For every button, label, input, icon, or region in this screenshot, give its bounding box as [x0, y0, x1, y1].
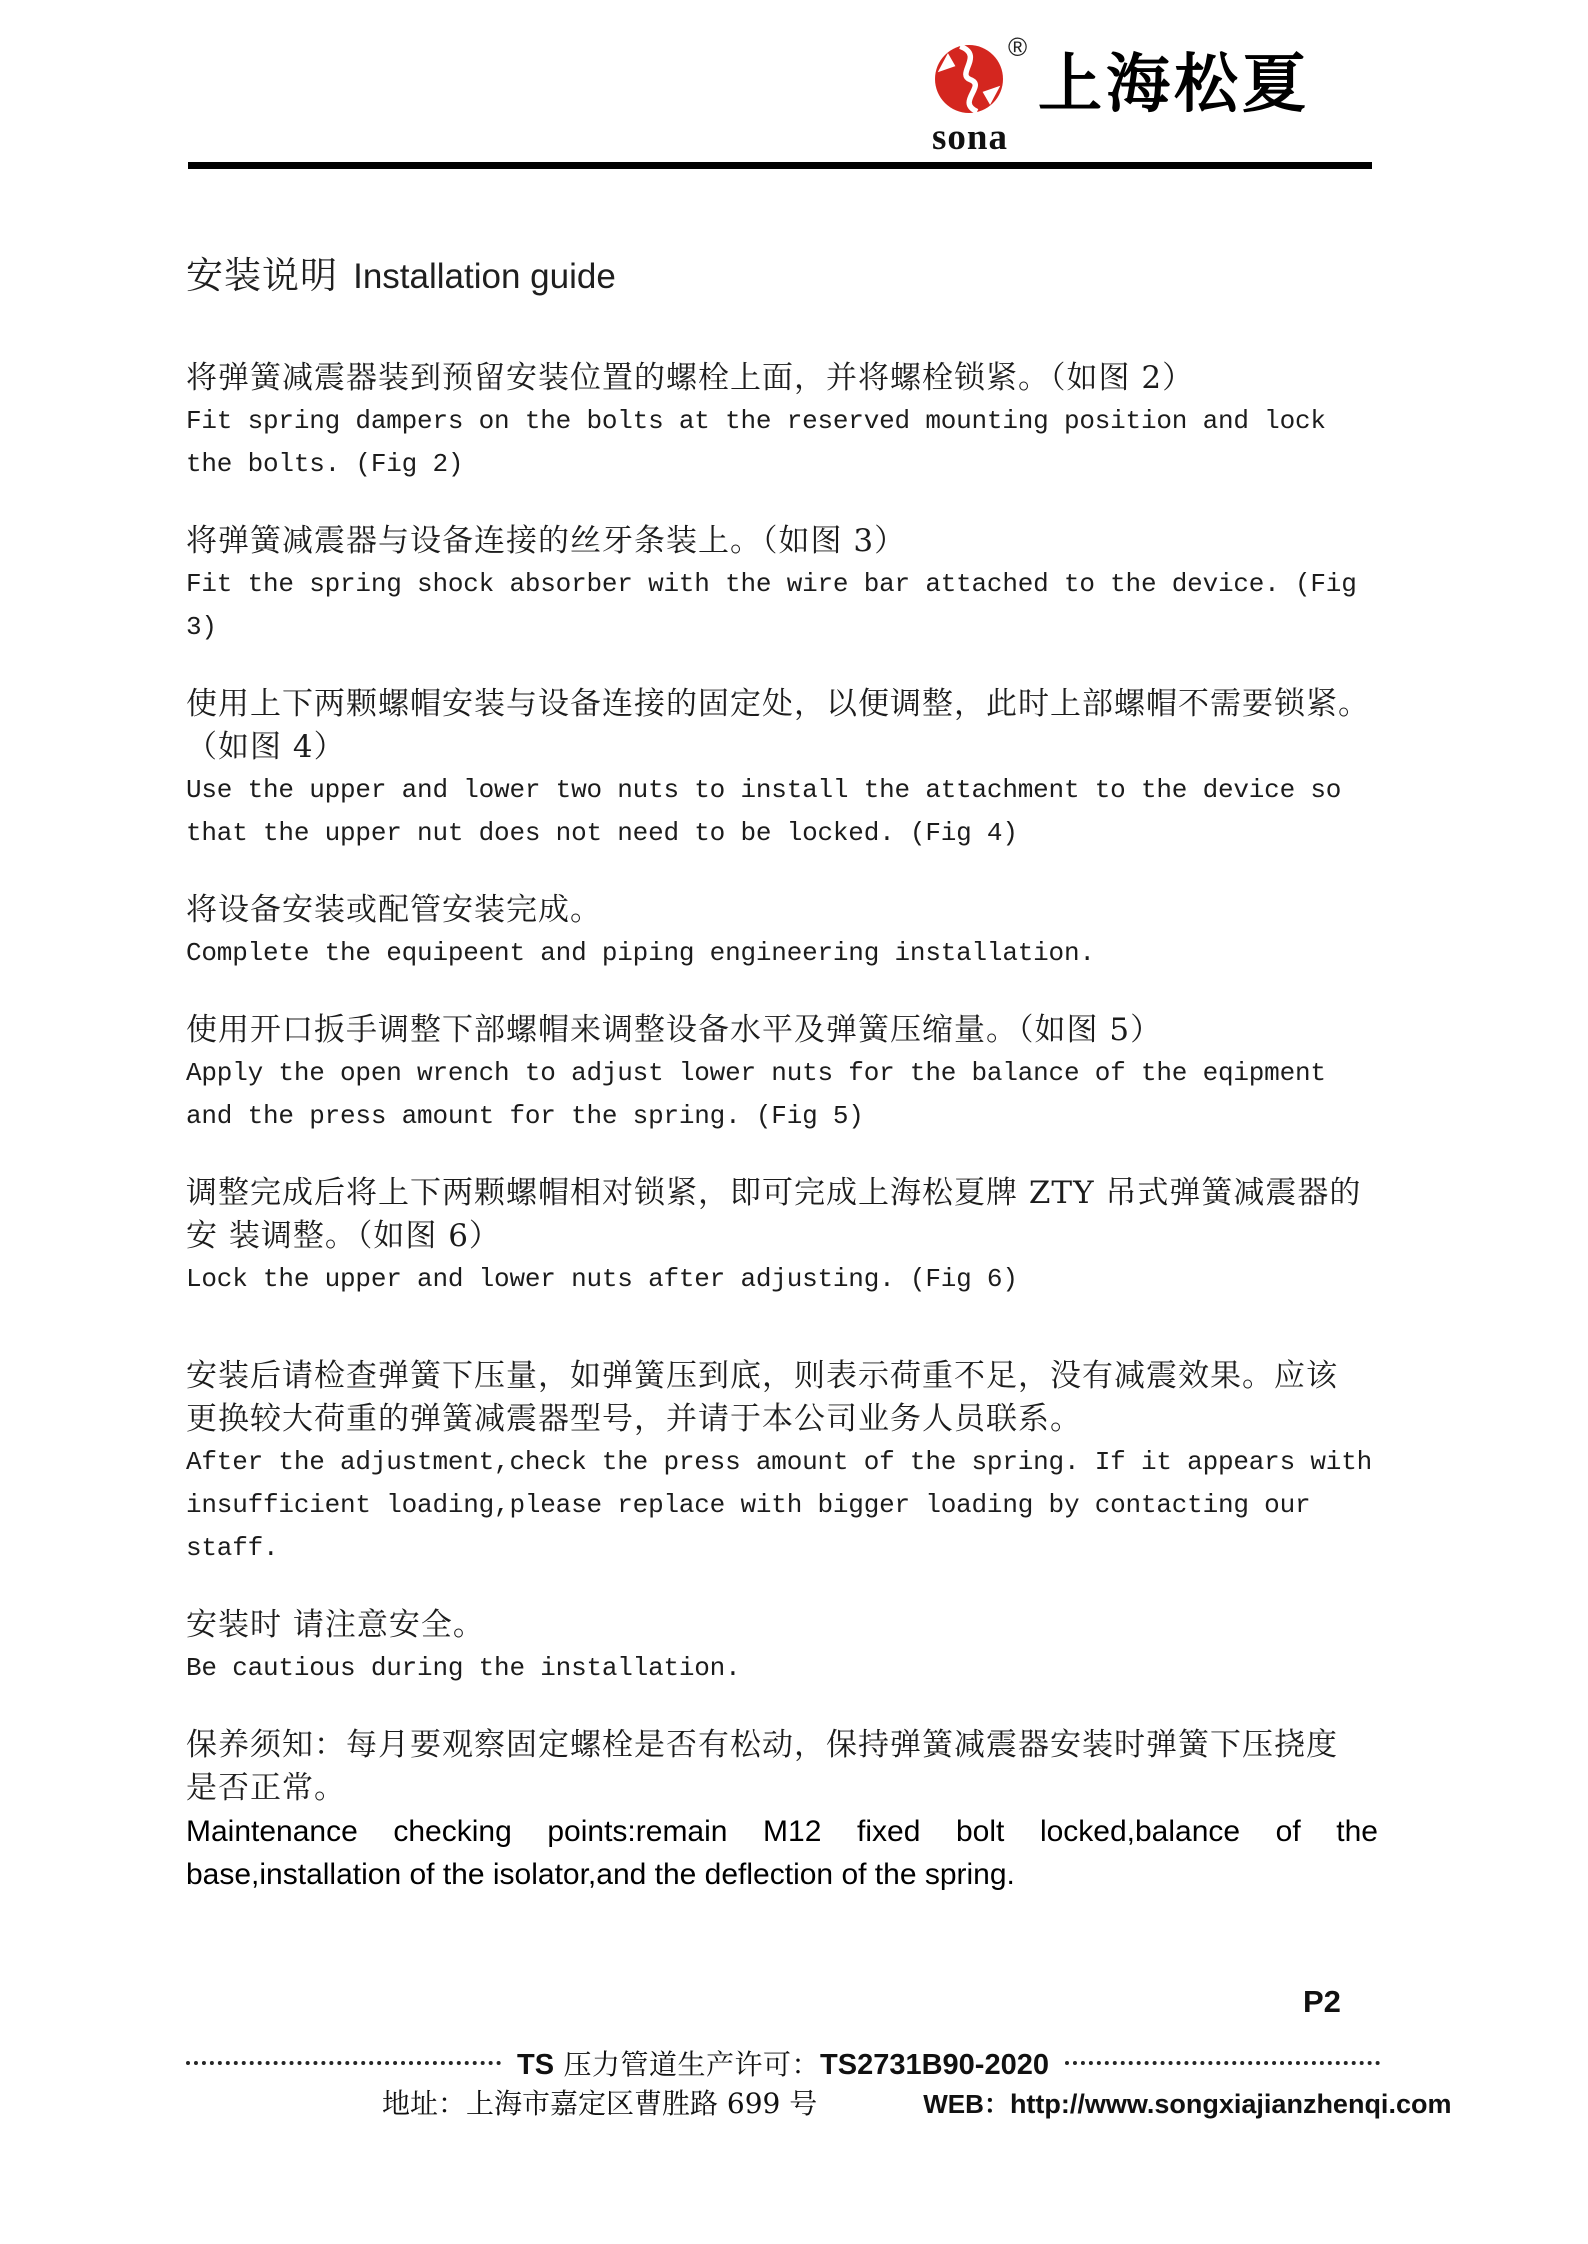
address-chunk	[382, 2084, 817, 2124]
section-wire-bar	[186, 520, 1378, 649]
zh-line: 使用上下两颗螺帽安装与设备连接的固定处，以便调整，此时上部螺帽不需要锁紧。	[186, 686, 1370, 722]
document-body	[186, 169, 1378, 1930]
zh-line: 保养须知：每月要观察固定螺栓是否有松动，保持弹簧减震器安装时弹簧下压挠度	[186, 1727, 1338, 1763]
en-line: Be cautious during the installation.	[186, 1653, 741, 1683]
brand-header	[0, 0, 1588, 162]
section-check-press-amount	[186, 1355, 1378, 1570]
web-chunk	[923, 2084, 1451, 2124]
address-label: 地址：	[382, 2087, 467, 2120]
en-line: Fit the spring shock absorber with the wire bar attached to the device. (Fig	[186, 569, 1357, 599]
en-line: Use the upper and lower two nuts to install the attachment to the device so	[186, 775, 1342, 805]
zh-line: 更换较大荷重的弹簧减震器型号，并请于本公司业务人员联系。	[186, 1401, 1082, 1437]
license-text	[501, 2043, 1065, 2083]
en-line: After the adjustment,check the press amount of the spring. If it appears with	[186, 1447, 1372, 1477]
section-lock-nuts	[186, 1172, 1378, 1301]
license-ts-prefix: TS	[517, 2049, 555, 2081]
zh-line: 安装时 请注意安全。	[186, 1607, 485, 1643]
en-line: base,installation of the isolator,and the deflection of the spring.	[186, 1858, 1015, 1891]
zh-line: 是否正常。	[186, 1770, 346, 1806]
en-line: Complete the equipeent and piping engineering installation.	[186, 938, 1095, 968]
page-number: P2	[1303, 1984, 1341, 2019]
license-number: TS2731B90-2020	[820, 2049, 1049, 2081]
header-divider	[188, 162, 1372, 169]
footer-license-row	[186, 2040, 1380, 2086]
registered-trademark-icon: ®	[1008, 32, 1028, 62]
footer-address-row	[186, 2084, 1452, 2124]
company-name: 上海松夏	[1038, 48, 1310, 120]
en-line: that the upper nut does not need to be locked. (Fig 4)	[186, 818, 1018, 848]
logo-wordmark: sona	[932, 117, 1008, 158]
en-line: and the press amount for the spring. (Fig 5)	[186, 1101, 864, 1131]
section-fit-dampers	[186, 357, 1378, 486]
web-url: http://www.songxiajianzhenqi.com	[1009, 2089, 1452, 2119]
en-line: Maintenance checking points:remain M12 fixed bolt locked,balance of the	[186, 1815, 1378, 1848]
page-title	[186, 252, 1378, 307]
en-line: the bolts. (Fig 2)	[186, 449, 464, 479]
sona-logo-icon	[935, 45, 1003, 113]
en-line: insufficient loading,please replace with bigger loading by contacting our	[186, 1490, 1311, 1520]
zh-line: 调整完成后将上下两颗螺帽相对锁紧，即可完成上海松夏牌 ZTY 吊式弹簧减震器的	[186, 1175, 1362, 1211]
section-safety	[186, 1604, 1378, 1690]
section-open-wrench	[186, 1009, 1378, 1138]
zh-line: 使用开口扳手调整下部螺帽来调整设备水平及弹簧压缩量。（如图 5）	[186, 1012, 1163, 1048]
page-title-zh: 安装说明	[186, 254, 338, 297]
section-complete-piping	[186, 889, 1378, 975]
zh-line: 将设备安装或配管安装完成。	[186, 892, 602, 928]
zh-line: 安 装调整。（如图 6）	[186, 1218, 501, 1254]
en-line: Fit spring dampers on the bolts at the reserved mounting position and lock	[186, 406, 1326, 436]
zh-line: 安装后请检查弹簧下压量，如弹簧压到底，则表示荷重不足，没有减震效果。应该	[186, 1358, 1338, 1394]
zh-line: （如图 4）	[186, 729, 346, 765]
dotted-leader-left	[186, 2061, 501, 2065]
en-line: Lock the upper and lower nuts after adjusting. (Fig 6)	[186, 1264, 1018, 1294]
zh-line: 将弹簧减震器与设备连接的丝牙条装上。（如图 3）	[186, 523, 907, 559]
en-line: 3)	[186, 612, 217, 642]
license-label: 压力管道生产许可：	[554, 2048, 821, 2081]
en-line: staff.	[186, 1533, 279, 1563]
instruction-sections	[186, 357, 1378, 1896]
web-label: WEB：	[923, 2089, 1010, 2119]
en-line: Apply the open wrench to adjust lower nuts for the balance of the eqipment	[186, 1058, 1326, 1088]
section-two-nuts	[186, 683, 1378, 855]
zh-line: 将弹簧减震器装到预留安装位置的螺栓上面，并将螺栓锁紧。（如图 2）	[186, 360, 1195, 396]
dotted-leader-right	[1065, 2061, 1380, 2065]
page-title-en: Installation guide	[353, 257, 616, 296]
section-maintenance	[186, 1724, 1378, 1896]
address-text: 上海市嘉定区曹胜路 699 号	[466, 2087, 818, 2120]
